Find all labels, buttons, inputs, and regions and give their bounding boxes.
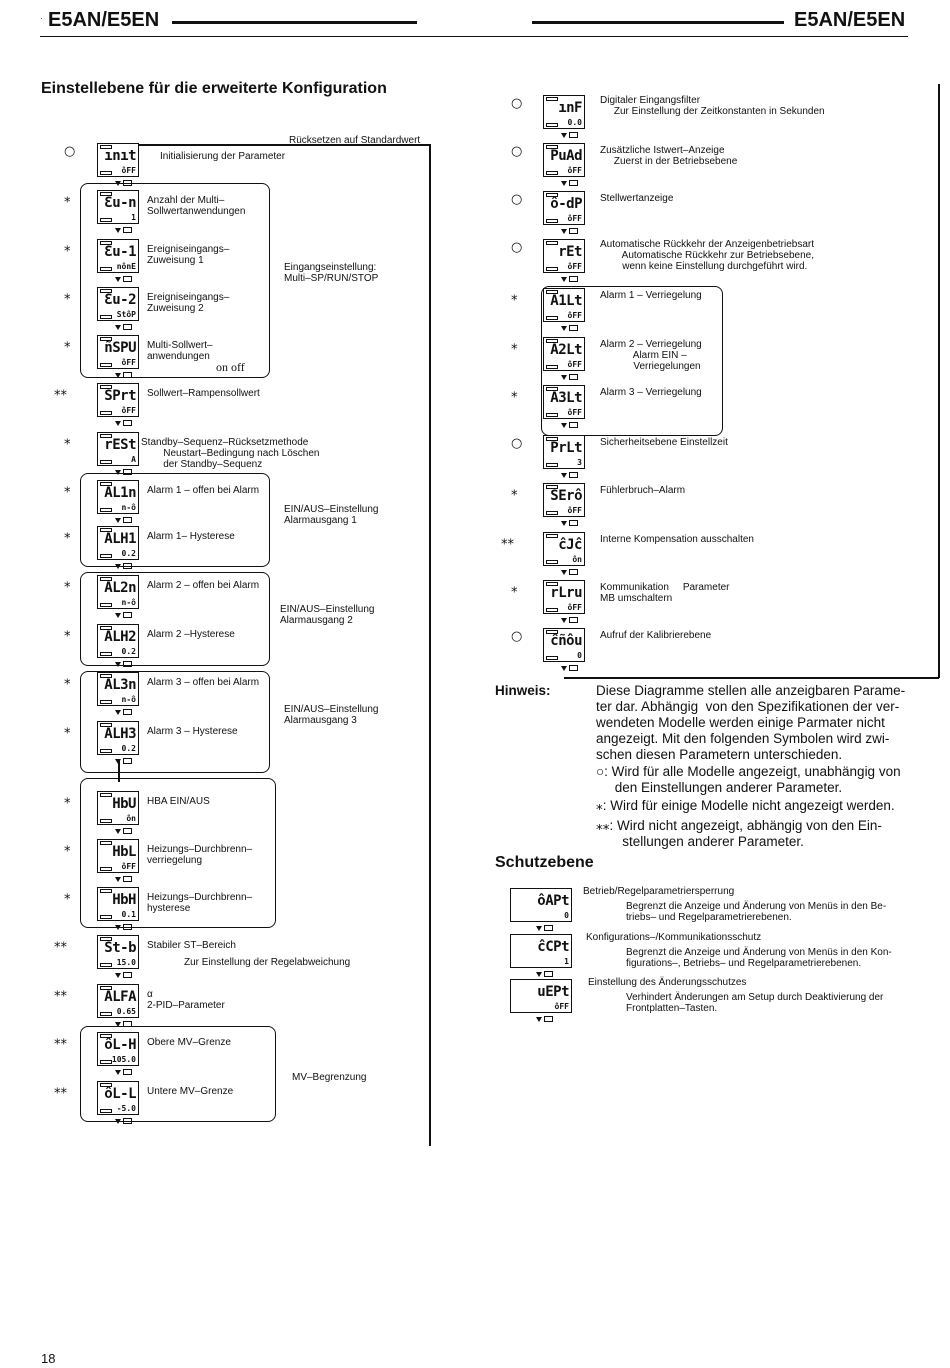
down-arrow-icon (115, 613, 121, 618)
lcd-display (543, 143, 585, 177)
lcd-display (97, 624, 139, 658)
lcd-display (97, 721, 139, 755)
mode-key-icon (123, 1118, 132, 1124)
down-arrow-icon (561, 423, 567, 428)
mode-key-icon (569, 665, 578, 671)
lcd-display (97, 335, 139, 369)
note-mv: MV–Begrenzung (292, 1072, 367, 1083)
mode-key-icon (123, 758, 132, 764)
mode-key-icon (544, 971, 553, 977)
legend-double-star: ⁎⁎: Wird nicht angezeigt, abhängig von den Ein- stellungen anderer Parameter. (596, 818, 882, 849)
lcd-pv: ôL-L (104, 1086, 136, 1102)
protect-desc: Verhindert Änderungen am Setup durch Deaktivierung der Frontplatten–Tasten. (626, 992, 884, 1014)
down-arrow-icon (561, 181, 567, 186)
down-arrow-icon (115, 925, 121, 930)
lcd-display (97, 887, 139, 921)
mode-key-icon (123, 828, 132, 834)
symbol-marker: ⁎ (511, 386, 518, 401)
symbol-marker: ⁎ (64, 240, 71, 255)
down-arrow-icon (561, 666, 567, 671)
symbol-marker: ⁎ (64, 288, 71, 303)
down-arrow-icon (561, 570, 567, 575)
mode-key-icon (123, 661, 132, 667)
lcd-pv: ınF (558, 100, 582, 116)
lcd-sv: ôFF (567, 506, 582, 515)
legend-star: ⁎: Wird für einige Modelle nicht angezeigt werden. (596, 798, 895, 813)
lcd-display (543, 483, 585, 517)
legend-circle: ○: Wird für alle Modelle angezeigt, unabhängig von den Einstellungen anderer Parameter. (596, 764, 901, 795)
note-alarm3: EIN/AUS–Einstellung Alarmausgang 3 (284, 704, 379, 726)
lcd-sv: 0.2 (121, 549, 136, 558)
protect-desc: Begrenzt die Anzeige und Änderung von Menüs in den Kon- figurations–, Betriebs– und Regelparametrierebenen. (626, 947, 892, 969)
parameter-label: Alarm 1 – offen bei Alarm (147, 485, 260, 496)
down-arrow-icon (115, 829, 121, 834)
lcd-pv: A2Lt (550, 342, 582, 358)
lcd-pv: A1Lt (550, 293, 582, 309)
protect-title: Einstellung des Änderungsschutzes (588, 977, 747, 988)
mode-key-icon (123, 469, 132, 475)
hinweis-label: Hinweis: (495, 683, 551, 698)
parameter-label: Heizungs–Durchbrenn– verriegelung (147, 844, 253, 866)
down-arrow-icon (115, 518, 121, 523)
lcd-pv: Ɛu-2 (104, 292, 136, 308)
schutz-title: Schutzebene (495, 854, 594, 871)
parameter-label: Untere MV–Grenze (147, 1086, 234, 1097)
mode-key-icon (569, 325, 578, 331)
parameter-label: Multi-Sollwert– anwendungen (147, 340, 213, 362)
down-arrow-icon (561, 277, 567, 282)
lcd-display (97, 239, 139, 273)
lcd-pv: ALH3 (104, 726, 136, 742)
symbol-marker: ⁎ (511, 484, 518, 499)
symbol-marker: ○ (511, 192, 523, 207)
lcd-pv: PrLt (550, 440, 582, 456)
lcd-pv: ôAPt (537, 893, 569, 909)
symbol-marker: ⁎ (64, 673, 71, 688)
mode-key-icon (123, 372, 132, 378)
down-arrow-icon (115, 1022, 121, 1027)
lcd-display (543, 532, 585, 566)
lcd-sv: ôFF (554, 1002, 569, 1011)
lcd-display (97, 287, 139, 321)
lcd-display (543, 288, 585, 322)
mode-key-icon (123, 876, 132, 882)
parameter-label: Kommunikation Parameter MB umschaltern (600, 582, 730, 604)
down-arrow-icon (115, 470, 121, 475)
lcd-sv: nônE (116, 262, 136, 271)
down-arrow-icon (536, 1017, 542, 1022)
mode-key-icon (123, 276, 132, 282)
protect-title: Betrieb/Regelparametriersperrung (583, 886, 735, 897)
parameter-label: Alarm 2 – offen bei Alarm (147, 580, 260, 591)
symbol-marker: ○ (64, 144, 76, 159)
lcd-sv: 0.2 (121, 647, 136, 656)
mode-key-icon (123, 709, 132, 715)
lcd-pv: uEPt (537, 984, 569, 1000)
lcd-sv: 3 (577, 458, 582, 467)
note-eingang: Eingangseinstellung: Multi–SP/RUN/STOP (284, 262, 379, 284)
lcd-sv: A (131, 455, 136, 464)
symbol-marker: ⁎ (511, 289, 518, 304)
lcd-sv: 0.0 (567, 118, 582, 127)
down-arrow-icon (561, 326, 567, 331)
lcd-pv: rEt (558, 244, 582, 260)
mode-key-icon (569, 520, 578, 526)
lcd-sv: 0.1 (121, 910, 136, 919)
down-arrow-icon (115, 877, 121, 882)
lcd-display (97, 935, 139, 969)
parameter-label: Ereigniseingangs– Zuweisung 1 (147, 244, 230, 266)
parameter-label: Zusätzliche Istwert–Anzeige Zuerst in der Betriebsebene (600, 145, 738, 167)
parameter-label: Alarm 2 – Verriegelung Alarm EIN – Verriegelungen (600, 339, 702, 372)
lcd-pv: AL1n (104, 485, 136, 501)
hinweis-text: Diese Diagramme stellen alle anzeigbaren Parame- ter dar. Abhängig von den Spezifikationen der ver- wendeten Modelle werden einige Parmater nicht angezeigt. Mit den folgenden Symbolen wird zwi- schen diesen Parametern unterschieden. (596, 683, 906, 762)
parameter-label: HBA EIN/AUS (147, 796, 210, 807)
symbol-marker: ⁎⁎ (54, 985, 67, 1000)
down-arrow-icon (536, 972, 542, 977)
symbol-marker: ⁎ (64, 792, 71, 807)
lcd-sv: ôFF (121, 406, 136, 415)
symbol-marker: ○ (511, 240, 523, 255)
lcd-display (543, 337, 585, 371)
lcd-pv: ĉñôu (550, 633, 582, 649)
lcd-display (97, 432, 139, 466)
header-title-left: E5AN/E5EN (48, 9, 160, 31)
symbol-marker: ⁎ (64, 888, 71, 903)
lcd-pv: ñSPU (104, 340, 136, 356)
lcd-display (543, 95, 585, 129)
lcd-sv: ôFF (121, 862, 136, 871)
page-number: 18 (41, 1351, 56, 1366)
lcd-pv: PuAd (550, 148, 582, 164)
symbol-marker: ⁎⁎ (54, 384, 67, 399)
mode-key-icon (569, 569, 578, 575)
lcd-pv: ôL-H (104, 1037, 136, 1053)
lcd-pv: ô-dP (550, 196, 582, 212)
lcd-sv: ôFF (121, 358, 136, 367)
mode-key-icon (123, 1069, 132, 1075)
lcd-pv: ALH1 (104, 531, 136, 547)
lcd-display (97, 575, 139, 609)
mode-key-icon (569, 617, 578, 623)
symbol-marker: ⁎ (64, 191, 71, 206)
symbol-marker: ⁎ (64, 481, 71, 496)
symbol-marker: ⁎ (64, 722, 71, 737)
mode-key-icon (123, 324, 132, 330)
lcd-pv: Ɛu-1 (104, 244, 136, 260)
lcd-display (543, 385, 585, 419)
lcd-display (543, 628, 585, 662)
lcd-pv: SErô (550, 488, 582, 504)
lcd-display (97, 526, 139, 560)
down-arrow-icon (115, 1119, 121, 1124)
down-arrow-icon (115, 564, 121, 569)
mode-key-icon (569, 276, 578, 282)
note-alarm2: EIN/AUS–Einstellung Alarmausgang 2 (280, 604, 375, 626)
parameter-label: Alarm 1 – Verriegelung (600, 290, 702, 301)
symbol-marker: ⁎ (64, 527, 71, 542)
symbol-marker: ○ (511, 629, 523, 644)
lcd-display (543, 580, 585, 614)
lcd-pv: St-b (104, 940, 136, 956)
lcd-sv: StôP (116, 310, 136, 319)
symbol-marker: ⁎ (64, 433, 71, 448)
parameter-label: Obere MV–Grenze (147, 1037, 231, 1048)
protect-lcd (510, 979, 572, 1013)
down-arrow-icon (561, 375, 567, 380)
down-arrow-icon (561, 229, 567, 234)
lcd-pv: ALFA (104, 989, 136, 1005)
lcd-sv: ôFF (567, 603, 582, 612)
mode-key-icon (123, 420, 132, 426)
parameter-label: α 2-PID–Parameter (147, 989, 225, 1011)
lcd-sv: n-ô (121, 695, 136, 704)
lcd-display (543, 239, 585, 273)
parameter-label: Fühlerbruch–Alarm (600, 485, 686, 496)
parameter-label: Initialisierung der Parameter (160, 151, 286, 162)
lcd-display (543, 435, 585, 469)
lcd-pv: HbU (112, 796, 136, 812)
note-alarm1: EIN/AUS–Einstellung Alarmausgang 1 (284, 504, 379, 526)
protect-title: Konfigurations–/Kommunikationsschutz (586, 932, 762, 943)
header-title-right: E5AN/E5EN (794, 9, 906, 31)
lcd-display (97, 791, 139, 825)
down-arrow-icon (115, 759, 121, 764)
lcd-display (97, 383, 139, 417)
mode-key-icon (569, 472, 578, 478)
lcd-sv: ôn (126, 814, 136, 823)
down-arrow-icon (115, 325, 121, 330)
lcd-sv: ôFF (567, 360, 582, 369)
lcd-sv: 0 (564, 911, 569, 920)
symbol-marker: ⁎ (64, 576, 71, 591)
down-arrow-icon (115, 973, 121, 978)
note-onoff: on off (216, 360, 245, 374)
parameter-label: Alarm 3 – Verriegelung (600, 387, 702, 398)
mode-key-icon (569, 422, 578, 428)
symbol-marker: ⁎⁎ (54, 1082, 67, 1097)
lcd-pv: SPrt (104, 388, 136, 404)
lcd-display (97, 143, 139, 177)
symbol-marker: ○ (511, 144, 523, 159)
lcd-sv: 0.65 (116, 1007, 136, 1016)
protect-desc: Begrenzt die Anzeige und Änderung von Menüs in den Be- triebs– und Regelparametrierebenen. (626, 901, 887, 923)
mode-key-icon (123, 227, 132, 233)
down-arrow-icon (115, 373, 121, 378)
parameter-label: Alarm 3 – offen bei Alarm (147, 677, 260, 688)
symbol-marker: ⁎⁎ (54, 1033, 67, 1048)
lcd-sv: 15.0 (116, 958, 136, 967)
symbol-marker: ⁎⁎ (501, 533, 514, 548)
parameter-label: Alarm 3 – Hysterese (147, 726, 238, 737)
lcd-display (543, 191, 585, 225)
parameter-label: Sicherheitsebene Einstellzeit (600, 437, 728, 448)
lcd-sv: ôFF (567, 408, 582, 417)
parameter-label: Stellwertanzeige (600, 193, 674, 204)
mode-key-icon (123, 517, 132, 523)
mode-key-icon (569, 228, 578, 234)
mode-key-icon (544, 925, 553, 931)
protect-lcd (510, 934, 572, 968)
lcd-sv: 0 (577, 651, 582, 660)
lcd-display (97, 190, 139, 224)
parameter-label: Alarm 1– Hysterese (147, 531, 235, 542)
symbol-marker: ⁎ (64, 840, 71, 855)
mode-key-icon (569, 132, 578, 138)
lcd-pv: HbH (112, 892, 136, 908)
lcd-pv: ĉCPt (537, 939, 569, 955)
mode-key-icon (123, 612, 132, 618)
lcd-sv: 1 (564, 957, 569, 966)
lcd-sv: ôFF (567, 166, 582, 175)
mode-key-icon (123, 1021, 132, 1027)
lcd-sv: ôn (572, 555, 582, 564)
lcd-sv: n-ô (121, 598, 136, 607)
mode-key-icon (544, 1016, 553, 1022)
parameter-label: Automatische Rückkehr der Anzeigenbetriebsart Automatische Rückkehr zur Betriebsebene, wenn keine Einstellung durchgeführt wird. (600, 239, 815, 272)
lcd-sv: ôFF (567, 214, 582, 223)
parameter-label: Aufruf der Kalibrierebene (600, 630, 712, 641)
lcd-display (97, 480, 139, 514)
mode-key-icon (569, 374, 578, 380)
lcd-display (97, 984, 139, 1018)
mode-key-icon (123, 972, 132, 978)
mode-key-icon (123, 563, 132, 569)
lcd-pv: HbL (112, 844, 136, 860)
down-arrow-icon (115, 662, 121, 667)
lcd-display (97, 1081, 139, 1115)
lcd-sv: ôFF (567, 262, 582, 271)
lcd-pv: A3Lt (550, 390, 582, 406)
parameter-label: Standby–Sequenz–Rücksetzmethode Neustart–Bedingung nach Löschen der Standby–Sequenz (141, 437, 320, 470)
lcd-sv: n-ô (121, 503, 136, 512)
parameter-label: Interne Kompensation ausschalten (600, 534, 754, 545)
down-arrow-icon (115, 228, 121, 233)
lcd-sv: ôFF (121, 166, 136, 175)
lcd-pv: ınıt (104, 148, 136, 164)
lcd-sv: 0.2 (121, 744, 136, 753)
lcd-sv: 105.0 (111, 1055, 136, 1064)
parameter-label: Digitaler Eingangsfilter Zur Einstellung der Zeitkonstanten in Sekunden (600, 95, 825, 117)
lcd-sv: -5.0 (116, 1104, 136, 1113)
parameter-label: Heizungs–Durchbrenn– hysterese (147, 892, 253, 914)
lcd-display (97, 1032, 139, 1066)
down-arrow-icon (115, 181, 121, 186)
lcd-sv: 1 (131, 213, 136, 222)
down-arrow-icon (115, 1070, 121, 1075)
lcd-display (97, 672, 139, 706)
symbol-marker: ○ (511, 96, 523, 111)
down-arrow-icon (115, 710, 121, 715)
lcd-sv: ôFF (567, 311, 582, 320)
symbol-marker: ○ (511, 436, 523, 451)
mode-key-icon (123, 180, 132, 186)
symbol-marker: ⁎ (64, 336, 71, 351)
note-st: Zur Einstellung der Regelabweichung (184, 957, 351, 968)
down-arrow-icon (536, 926, 542, 931)
lcd-pv: ĉJĉ (558, 537, 582, 553)
down-arrow-icon (115, 277, 121, 282)
parameter-label: Sollwert–Rampensollwert (147, 388, 260, 399)
lcd-display (97, 839, 139, 873)
mode-key-icon (123, 924, 132, 930)
lcd-pv: ALH2 (104, 629, 136, 645)
section-title: Einstellebene für die erweiterte Konfiguration (41, 80, 387, 97)
symbol-marker: ⁎⁎ (54, 936, 67, 951)
lcd-pv: rLru (550, 585, 582, 601)
parameter-label: Ereigniseingangs– Zuweisung 2 (147, 292, 230, 314)
parameter-label: Alarm 2 –Hysterese (147, 629, 235, 640)
down-arrow-icon (561, 521, 567, 526)
down-arrow-icon (561, 473, 567, 478)
symbol-marker: ⁎ (511, 581, 518, 596)
down-arrow-icon (561, 618, 567, 623)
down-arrow-icon (561, 133, 567, 138)
mode-key-icon (569, 180, 578, 186)
symbol-marker: ⁎ (511, 338, 518, 353)
lcd-pv: rESt (104, 437, 136, 453)
lcd-pv: AL2n (104, 580, 136, 596)
lcd-pv: AL3n (104, 677, 136, 693)
lcd-pv: Ɛu-n (104, 195, 136, 211)
down-arrow-icon (115, 421, 121, 426)
parameter-label: Stabiler ST–Bereich (147, 940, 236, 951)
symbol-marker: ⁎ (64, 625, 71, 640)
parameter-label: Anzahl der Multi– Sollwertanwendungen (147, 195, 246, 217)
protect-lcd (510, 888, 572, 922)
reset-label: Rücksetzen auf Standardwert (289, 135, 421, 146)
